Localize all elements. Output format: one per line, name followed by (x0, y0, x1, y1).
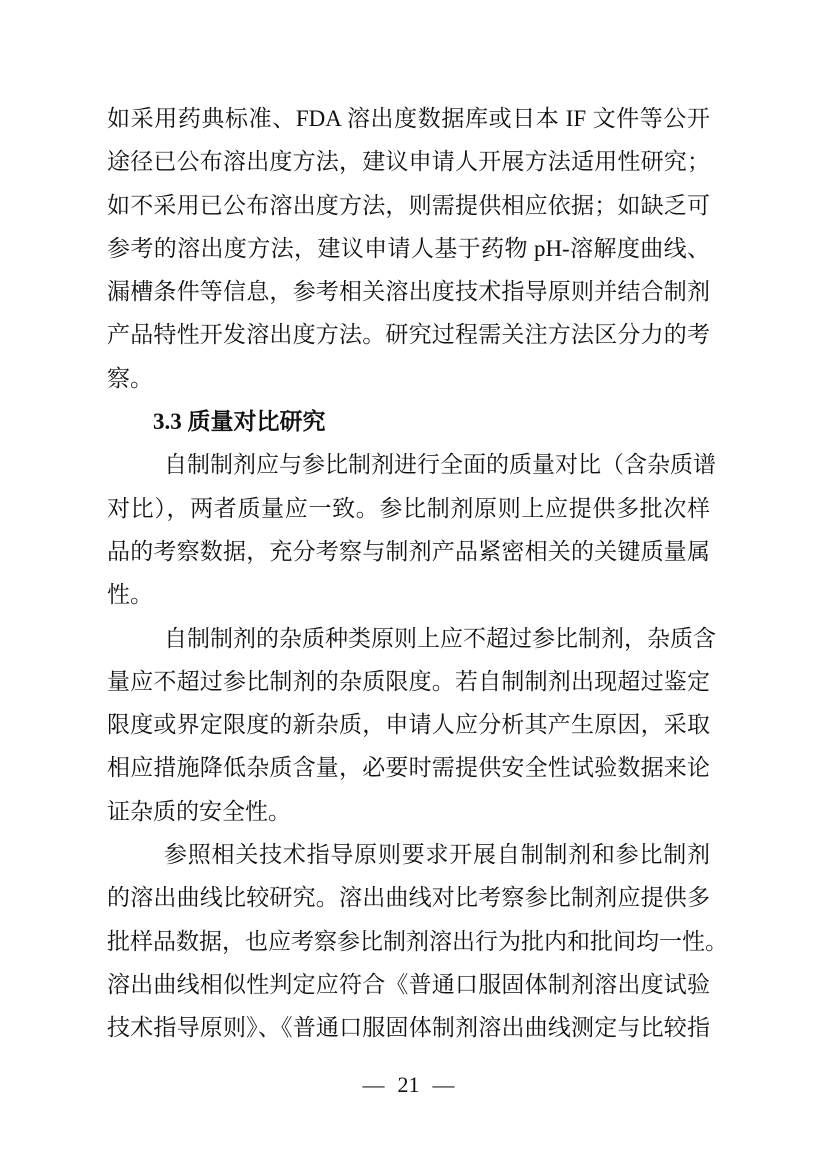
body-line: 品的考察数据，充分考察与制剂产品紧密相关的关键质量属 (107, 538, 710, 564)
body-line: 参考的溶出度方法，建议申请人基于药物 pH-溶解度曲线、 (107, 235, 710, 261)
body-line: 量应不超过参比制剂的杂质限度。若自制制剂出现超过鉴定 (107, 668, 710, 694)
body-line: 产品特性开发溶出度方法。研究过程需关注方法区分力的考 (107, 322, 710, 348)
body-line: 批样品数据，也应考察参比制剂溶出行为批内和批间均一性。 (107, 928, 728, 954)
page-number: 21 (397, 1071, 420, 1097)
footer-dash-right: — (432, 1071, 455, 1097)
body-line: 溶出曲线相似性判定应符合《普通口服固体制剂溶出度试验 (107, 971, 710, 997)
body-line: 漏槽条件等信息，参考相关溶出度技术指导原则并结合制剂 (107, 279, 710, 305)
body-line: 察。 (107, 365, 153, 391)
body-line: 自制制剂应与参比制剂进行全面的质量对比（含杂质谱 (164, 452, 716, 478)
page-body (107, 97, 728, 1100)
body-line: 性。 (107, 582, 153, 608)
footer-dash-left: — (362, 1071, 385, 1097)
body-line: 如采用药典标准、FDA 溶出度数据库或日本 IF 文件等公开 (107, 106, 710, 131)
body-line: 参照相关技术指导原则要求开展自制制剂和参比制剂 (164, 842, 710, 868)
body-line: 如不采用已公布溶出度方法，则需提供相应依据；如缺乏可 (107, 192, 710, 218)
body-line: 限度或界定限度的新杂质，申请人应分析其产生原因，采取 (107, 712, 710, 738)
page-footer (107, 1070, 710, 1100)
body-line: 自制制剂的杂质种类原则上应不超过参比制剂，杂质含 (164, 625, 716, 651)
body-line: 对比），两者质量应一致。参比制剂原则上应提供多批次样 (107, 495, 710, 521)
body-line: 的溶出曲线比较研究。溶出曲线对比考察参比制剂应提供多 (107, 885, 710, 911)
body-line: 途径已公布溶出度方法，建议申请人开展方法适用性研究； (107, 149, 710, 175)
section-heading-3-3: 3.3 质量对比研究 (153, 409, 326, 435)
body-line: 相应措施降低杂质含量，必要时需提供安全性试验数据来论 (107, 755, 710, 781)
body-line: 技术指导原则》、《普通口服固体制剂溶出曲线测定与比较指 (107, 1015, 710, 1041)
body-line: 证杂质的安全性。 (107, 798, 291, 824)
